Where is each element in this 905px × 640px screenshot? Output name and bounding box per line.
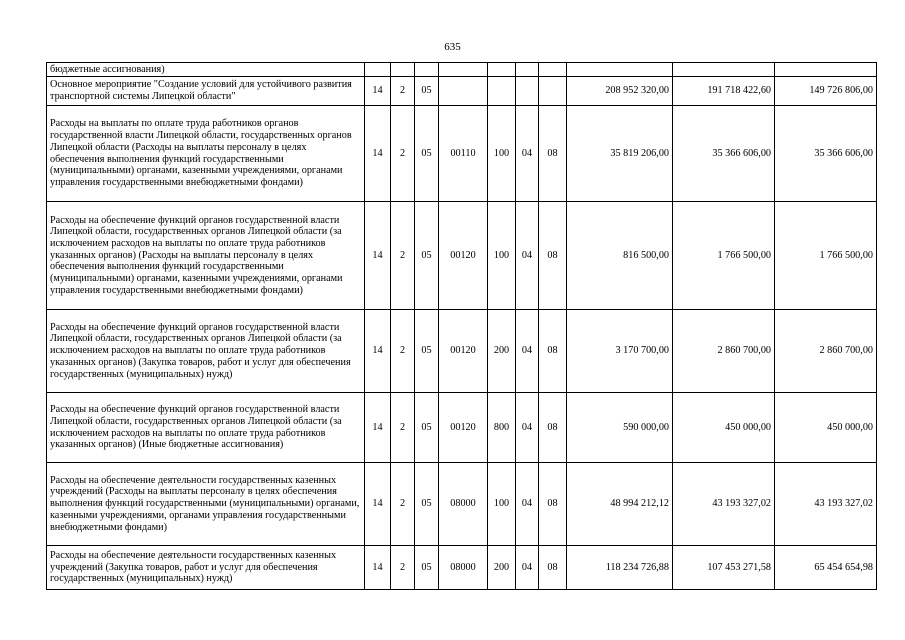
code-subsection: 08 — [539, 393, 567, 463]
code-subsection: 08 — [539, 463, 567, 546]
table-row — [47, 106, 877, 202]
code-program: 2 — [391, 393, 415, 463]
amount-year-2 — [673, 63, 775, 77]
code-section — [516, 63, 539, 77]
code-program: 2 — [391, 546, 415, 590]
code-section: 04 — [516, 393, 539, 463]
amount-year-3: 35 366 606,00 — [775, 106, 877, 202]
amount-year-2: 2 860 700,00 — [673, 310, 775, 393]
code-expense-type: 200 — [488, 546, 516, 590]
code-direction: 00120 — [439, 310, 488, 393]
code-admin: 14 — [365, 310, 391, 393]
row-description: Расходы на обеспечение деятельности государственных казенных учреждений (Закупка товаров, работ и услуг для обеспечения государственных (муниципальных) нужд) — [47, 546, 365, 590]
code-event — [415, 63, 439, 77]
code-expense-type: 100 — [488, 202, 516, 310]
code-section — [516, 77, 539, 106]
code-subsection: 08 — [539, 106, 567, 202]
code-subsection — [539, 63, 567, 77]
code-event: 05 — [415, 106, 439, 202]
code-program: 2 — [391, 310, 415, 393]
code-admin — [365, 63, 391, 77]
amount-year-1: 208 952 320,00 — [567, 77, 673, 106]
code-direction: 08000 — [439, 546, 488, 590]
code-section: 04 — [516, 546, 539, 590]
code-admin: 14 — [365, 546, 391, 590]
amount-year-2: 191 718 422,60 — [673, 77, 775, 106]
code-program: 2 — [391, 106, 415, 202]
code-section: 04 — [516, 202, 539, 310]
code-direction — [439, 77, 488, 106]
amount-year-3: 450 000,00 — [775, 393, 877, 463]
code-direction — [439, 63, 488, 77]
table-row — [47, 63, 877, 77]
table-row — [47, 202, 877, 310]
amount-year-1: 48 994 212,12 — [567, 463, 673, 546]
code-program: 2 — [391, 77, 415, 106]
amount-year-3: 1 766 500,00 — [775, 202, 877, 310]
row-description: Расходы на обеспечение деятельности государственных казенных учреждений (Расходы на выплаты персоналу в целях обеспечения выполнения функций государственными (муниципальными) органами, казенными учреждениями, органами управления государственными внебюджетными фондами) — [47, 463, 365, 546]
code-admin: 14 — [365, 202, 391, 310]
code-program — [391, 63, 415, 77]
code-admin: 14 — [365, 77, 391, 106]
code-subsection: 08 — [539, 202, 567, 310]
amount-year-1 — [567, 63, 673, 77]
code-expense-type: 100 — [488, 463, 516, 546]
code-expense-type — [488, 77, 516, 106]
table-row — [47, 546, 877, 590]
row-description: Расходы на обеспечение функций органов государственной власти Липецкой области, государственных органов Липецкой области (за исключением расходов на выплаты по оплате труда работников указанных органов) (Расходы на выплаты персоналу в целях обеспечения выполнения функций государственными (муниципальными) органами, казенными учреждениями, органами управления государственными внебюджетными фондами) — [47, 202, 365, 310]
code-direction: 00110 — [439, 106, 488, 202]
table-row — [47, 310, 877, 393]
code-event: 05 — [415, 463, 439, 546]
amount-year-1: 590 000,00 — [567, 393, 673, 463]
code-event: 05 — [415, 202, 439, 310]
amount-year-1: 118 234 726,88 — [567, 546, 673, 590]
table-row — [47, 463, 877, 546]
amount-year-2: 107 453 271,58 — [673, 546, 775, 590]
code-event: 05 — [415, 546, 439, 590]
code-section: 04 — [516, 463, 539, 546]
amount-year-1: 35 819 206,00 — [567, 106, 673, 202]
code-section: 04 — [516, 106, 539, 202]
code-admin: 14 — [365, 106, 391, 202]
code-event: 05 — [415, 310, 439, 393]
row-description: бюджетные ассигнования) — [47, 63, 365, 77]
code-direction: 00120 — [439, 393, 488, 463]
amount-year-2: 35 366 606,00 — [673, 106, 775, 202]
amount-year-3 — [775, 63, 877, 77]
table-row — [47, 393, 877, 463]
row-description: Расходы на обеспечение функций органов государственной власти Липецкой области, государственных органов Липецкой области (за исключением расходов на выплаты по оплате труда работников указанных органов) (Иные бюджетные ассигнования) — [47, 393, 365, 463]
code-subsection: 08 — [539, 310, 567, 393]
code-program: 2 — [391, 202, 415, 310]
amount-year-3: 149 726 806,00 — [775, 77, 877, 106]
code-subsection: 08 — [539, 546, 567, 590]
row-description: Основное мероприятие "Создание условий для устойчивого развития транспортной системы Липецкой области" — [47, 77, 365, 106]
code-expense-type — [488, 63, 516, 77]
code-expense-type: 800 — [488, 393, 516, 463]
row-description: Расходы на обеспечение функций органов государственной власти Липецкой области, государственных органов Липецкой области (за исключением расходов на выплаты по оплате труда работников указанных органов) (Закупка товаров, работ и услуг для обеспечения государственных (муниципальных) нужд) — [47, 310, 365, 393]
amount-year-2: 1 766 500,00 — [673, 202, 775, 310]
code-program: 2 — [391, 463, 415, 546]
amount-year-3: 65 454 654,98 — [775, 546, 877, 590]
code-event: 05 — [415, 77, 439, 106]
row-description: Расходы на выплаты по оплате труда работников органов государственной власти Липецкой области, государственных органов Липецкой области (Расходы на выплаты персоналу в целях обеспечения выполнения функций государственными (муниципальными) органами, казенными учреждениями, органами управления государственными внебюджетными фондами) — [47, 106, 365, 202]
budget-table — [46, 62, 877, 590]
amount-year-3: 2 860 700,00 — [775, 310, 877, 393]
code-event: 05 — [415, 393, 439, 463]
amount-year-2: 450 000,00 — [673, 393, 775, 463]
code-direction: 08000 — [439, 463, 488, 546]
table-row — [47, 77, 877, 106]
amount-year-2: 43 193 327,02 — [673, 463, 775, 546]
amount-year-1: 816 500,00 — [567, 202, 673, 310]
code-expense-type: 200 — [488, 310, 516, 393]
amount-year-3: 43 193 327,02 — [775, 463, 877, 546]
code-direction: 00120 — [439, 202, 488, 310]
code-expense-type: 100 — [488, 106, 516, 202]
code-section: 04 — [516, 310, 539, 393]
page-number: 635 — [444, 41, 461, 53]
amount-year-1: 3 170 700,00 — [567, 310, 673, 393]
code-admin: 14 — [365, 463, 391, 546]
code-admin: 14 — [365, 393, 391, 463]
code-subsection — [539, 77, 567, 106]
